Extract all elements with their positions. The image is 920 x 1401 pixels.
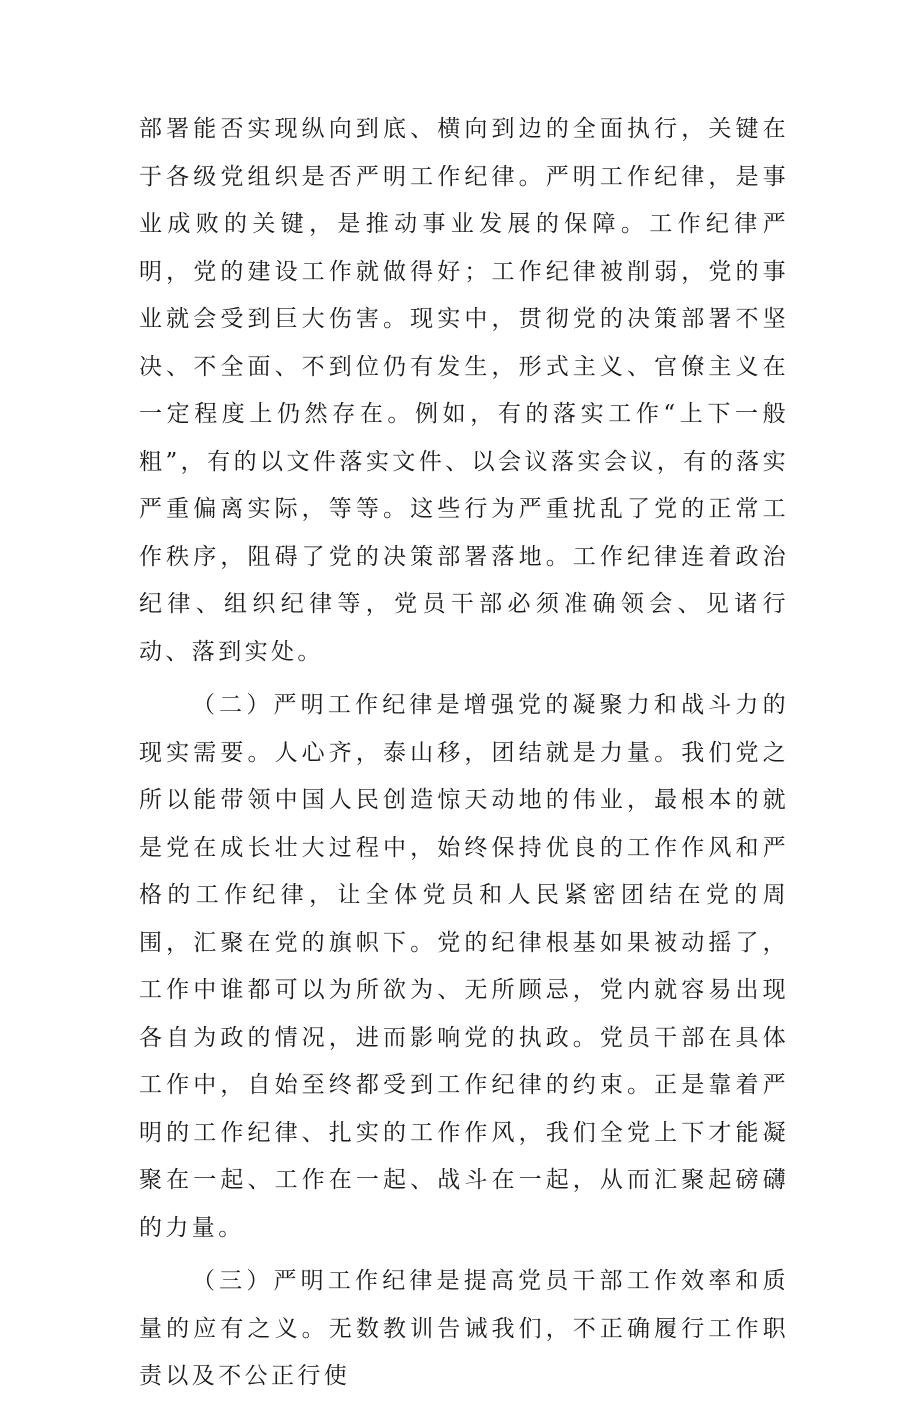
paragraph-work-discipline-continuation: 部署能否实现纵向到底、横向到边的全面执行，关键在于各级党组织是否严明工作纪律。严明工作纪律，是事业成败的关键，是推动事业发展的保障。工作纪律严明，党的建设工作就做得好；工作纪律被削弱，党的事业就会受到巨大伤害。现实中，贯彻党的决策部署不坚决、不全面、不到位仍有发生，形式主义、官僚主义在一定程度上仍然存在。例如，有的落实工作“上下一般粗”，有的以文件落实文件、以会议落实会议，有的落实严重偏离实际，等等。这些行为严重扰乱了党的正常工作秩序，阻碍了党的决策部署落地。工作纪律连着政治纪律、组织纪律等，党员干部必须准确领会、见诸行动、落到实处。 [139,116,789,665]
document-body [139,106,789,1401]
paragraph-section-two: （二）严明工作纪律是增强党的凝聚力和战斗力的现实需要。人心齐，泰山移，团结就是力量。我们党之所以能带领中国人民创造惊天动地的伟业，最根本的就是党在成长壮大过程中，始终保持优良的工作作风和严格的工作纪律，让全体党员和人民紧密团结在党的周围，汇聚在党的旗帜下。党的纪律根基如果被动摇了，工作中谁都可以为所欲为、无所顾忌，党内就容易出现各自为政的情况，进而影响党的执政。党员干部在具体工作中，自始至终都受到工作纪律的约束。正是靠着严明的工作纪律、扎实的工作作风，我们全党上下才能凝聚在一起、工作在一起、战斗在一起，从而汇聚起磅礴的力量。 [139,692,789,1241]
paragraph-section-three: （三）严明工作纪律是提高党员干部工作效率和质量的应有之义。无数教训告诫我们，不正确履行工作职责以及不公正行使 [139,1268,789,1389]
